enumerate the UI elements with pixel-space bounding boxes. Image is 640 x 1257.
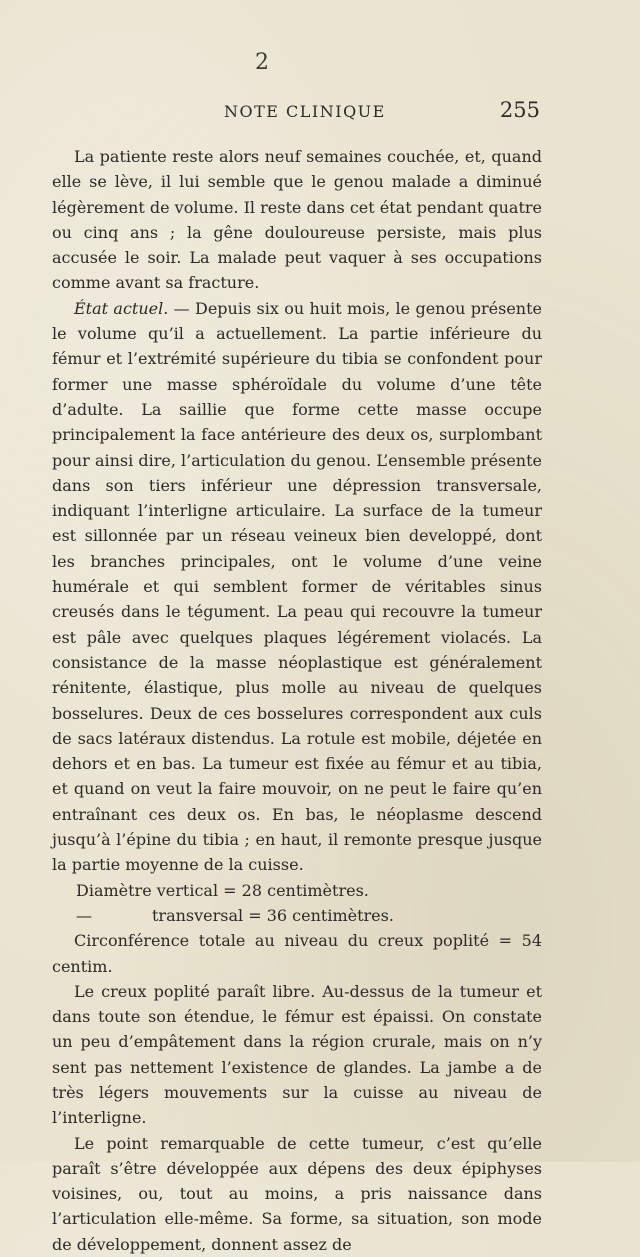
paragraph-1: La patiente reste alors neuf semaines couchée, et, quand elle se lève, il lui semble que le genou malade a diminué légèrement de volume. Il reste dans cet état pendant quatre ou cinq ans ; la gêne douloureuse persiste, mais plus accusée le soir. La malade peut vaquer à ses occupations comme avant sa fracture. (52, 147, 542, 293)
ditto-dash: — (76, 905, 92, 925)
page-header (52, 98, 540, 132)
measurement-transversal-text: transversal = 36 centimètres. (152, 905, 394, 925)
measurement-circumference: Circonférence totale au niveau du creux poplité = 54 centim. (52, 931, 542, 976)
paragraph-etat-actuel (52, 296, 542, 878)
measurement-vertical: Diamètre vertical = 28 centimètres. (76, 880, 369, 900)
measurement-transversal (52, 903, 542, 928)
paragraph-4: Le point remarquable de cette tumeur, c’est qu’elle paraît s’être développée aux dépens des deux épiphyses voisines, ou, tout au moins, a pris naissance dans l’articulation elle-même. Sa forme, sa situation, son mode de développement, donnent assez de (52, 1133, 542, 1254)
page-number: 255 (499, 98, 540, 122)
paragraph-2-text: — Depuis six ou huit mois, le genou présente le volume qu’il a actuellement. La partie inférieure du fémur et l’extrémité supérieure du tibia se confondent pour former une masse sphéroïdale du volume d’une tête d’adulte. La saillie que forme cette masse occupe principalement la face antérieure des deux os, surplombant pour ainsi dire, l’articulation du genou. L’ensemble présente dans son tiers inférieur une dépression transversale, indiquant l’interligne articulaire. La surface de la tumeur est sillonnée par un réseau veineux bien developpé, dont les branches principales, ont le volume d’une veine humérale et qui semblent former de véritables sinus creusés dans le tégument. La peau qui recouvre la tumeur est pâle avec quelques plaques légérement violacés. La consistance de la masse néoplastique est généralement rénitente, élastique, plus molle au niveau de quelques bosselures. Deux de ces bosselures correspondent aux culs de sacs latéraux distendus. La rotule est mobile, déjetée en dehors et en bas. La tumeur est fixée au fémur et au tibia, et quand on veut la faire mouvoir, on ne peut le faire qu’en entraînant ces deux os. En bas, le néoplasme descend jusqu’à l’épine du tibia ; en haut, il remonte presque jusque la partie moyenne de la cuisse. (52, 298, 542, 875)
running-title: NOTE CLINIQUE (224, 102, 386, 121)
handwritten-page-mark: 2 (255, 50, 270, 75)
body-text (52, 144, 542, 1257)
paragraph-3: Le creux poplité paraît libre. Au-dessus de la tumeur et dans toute son étendue, le fémur est épaissi. On constate un peu d’empâtement dans la région crurale, mais on n’y sent pas nettement l’existence de glandes. La jambe a de très légers mouvements sur la cuisse au niveau de l’interligne. (52, 981, 542, 1128)
section-lead: État actuel. (74, 298, 169, 318)
